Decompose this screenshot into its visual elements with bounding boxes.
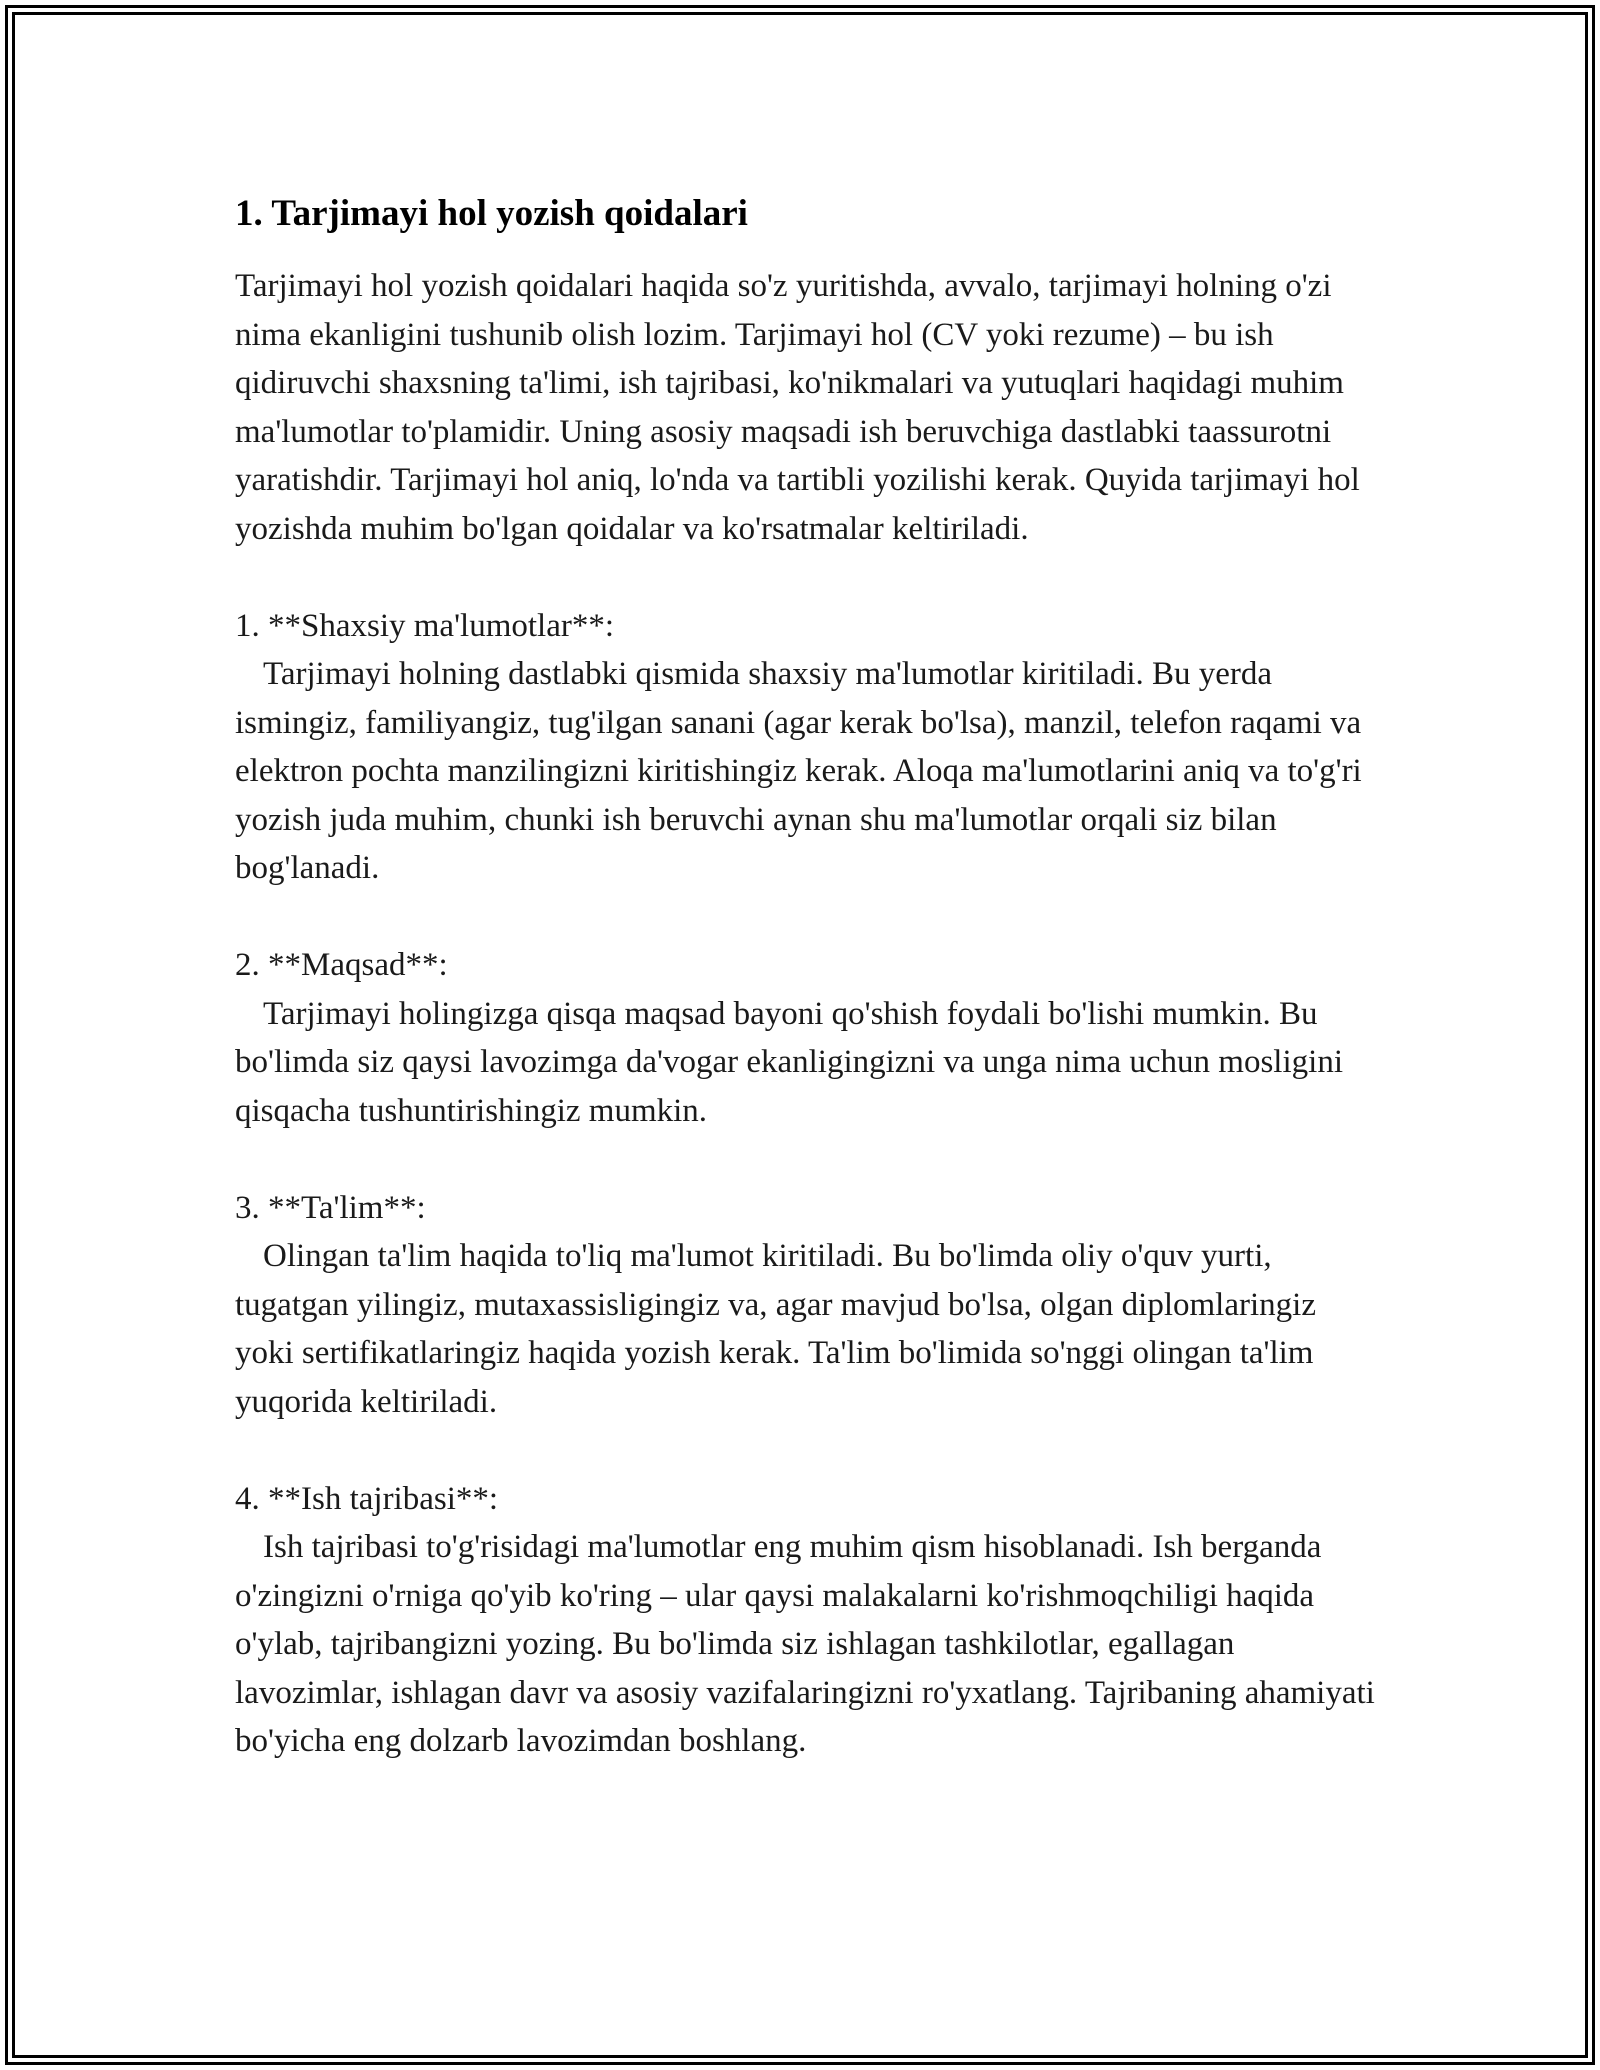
intro-paragraph: Tarjimayi hol yozish qoidalari haqida so'z yuritishda, avvalo, tarjimayi holning o'zi nima ekanligini tushunib olish lozim. Tarjimayi hol (CV yoki rezume) – bu ish qidiruvchi shaxsning ta'limi, ish tajribasi, ko'nikmalari va yutuqlari haqidagi muhim ma'lumotlar to'plamidir. Uning asosiy maqsadi ish beruvchiga dastlabki taassurotni yaratishdir. Tarjimayi hol aniq, lo'nda va tartibli yozilishi kerak. Quyida tarjimayi hol yozishda muhim bo'lgan qoidalar va ko'rsatmalar keltiriladi. (235, 268, 1360, 547)
section-personal-info (235, 602, 1375, 893)
section-heading: 3. **Ta'lim**: (235, 1189, 426, 1226)
section-objective (235, 941, 1375, 1135)
section-body: Tarjimayi holning dastlabki qismida shaxsiy ma'lumotlar kiritiladi. Bu yerda ismingiz, familiyangiz, tug'ilgan sanani (agar kerak bo'lsa), manzil, telefon raqami va elektron pochta manzilingizni kiritishingiz kerak. Aloqa ma'lumotlarini aniq va to'g'ri yozish juda muhim, chunki ish beruvchi aynan shu ma'lumotlar orqali siz bilan bog'lanadi. (235, 656, 1362, 886)
section-body: Ish tajribasi to'g'risidagi ma'lumotlar eng muhim qism hisoblanadi. Ish berganda o'zingizni o'rniga qo'yib ko'ring – ular qaysi malakalarni ko'rishmoqchiligi haqida o'ylab, tajribangizni yozing. Bu bo'limda siz ishlagan tashkilotlar, egallagan lavozimlar, ishlagan davr va asosiy vazifalaringizni ro'yxatlang. Tajribaning ahamiyati bo'yicha eng dolzarb lavozimdan boshlang. (235, 1529, 1375, 1759)
document-content (235, 190, 1375, 1766)
document-title: 1. Tarjimayi hol yozish qoidalari (235, 193, 748, 234)
section-education (235, 1184, 1375, 1427)
section-heading: 4. **Ish tajribasi**: (235, 1480, 499, 1517)
section-heading: 1. **Shaxsiy ma'lumotlar**: (235, 607, 615, 644)
section-work-experience (235, 1475, 1375, 1766)
section-body: Tarjimayi holingizga qisqa maqsad bayoni qo'shish foydali bo'lishi mumkin. Bu bo'limda siz qaysi lavozimga da'vogar ekanligingizni va unga nima uchun mosligini qisqacha tushuntirishingiz mumkin. (235, 995, 1343, 1129)
section-heading: 2. **Maqsad**: (235, 947, 448, 983)
section-body: Olingan ta'lim haqida to'liq ma'lumot kiritiladi. Bu bo'limda oliy o'quv yurti, tugatgan yilingiz, mutaxassisligingiz va, agar mavjud bo'lsa, olgan diplomlaringiz yoki sertifikatlaringiz haqida yozish kerak. Ta'lim bo'limida so'nggi olingan ta'lim yuqorida keltiriladi. (235, 1238, 1316, 1420)
